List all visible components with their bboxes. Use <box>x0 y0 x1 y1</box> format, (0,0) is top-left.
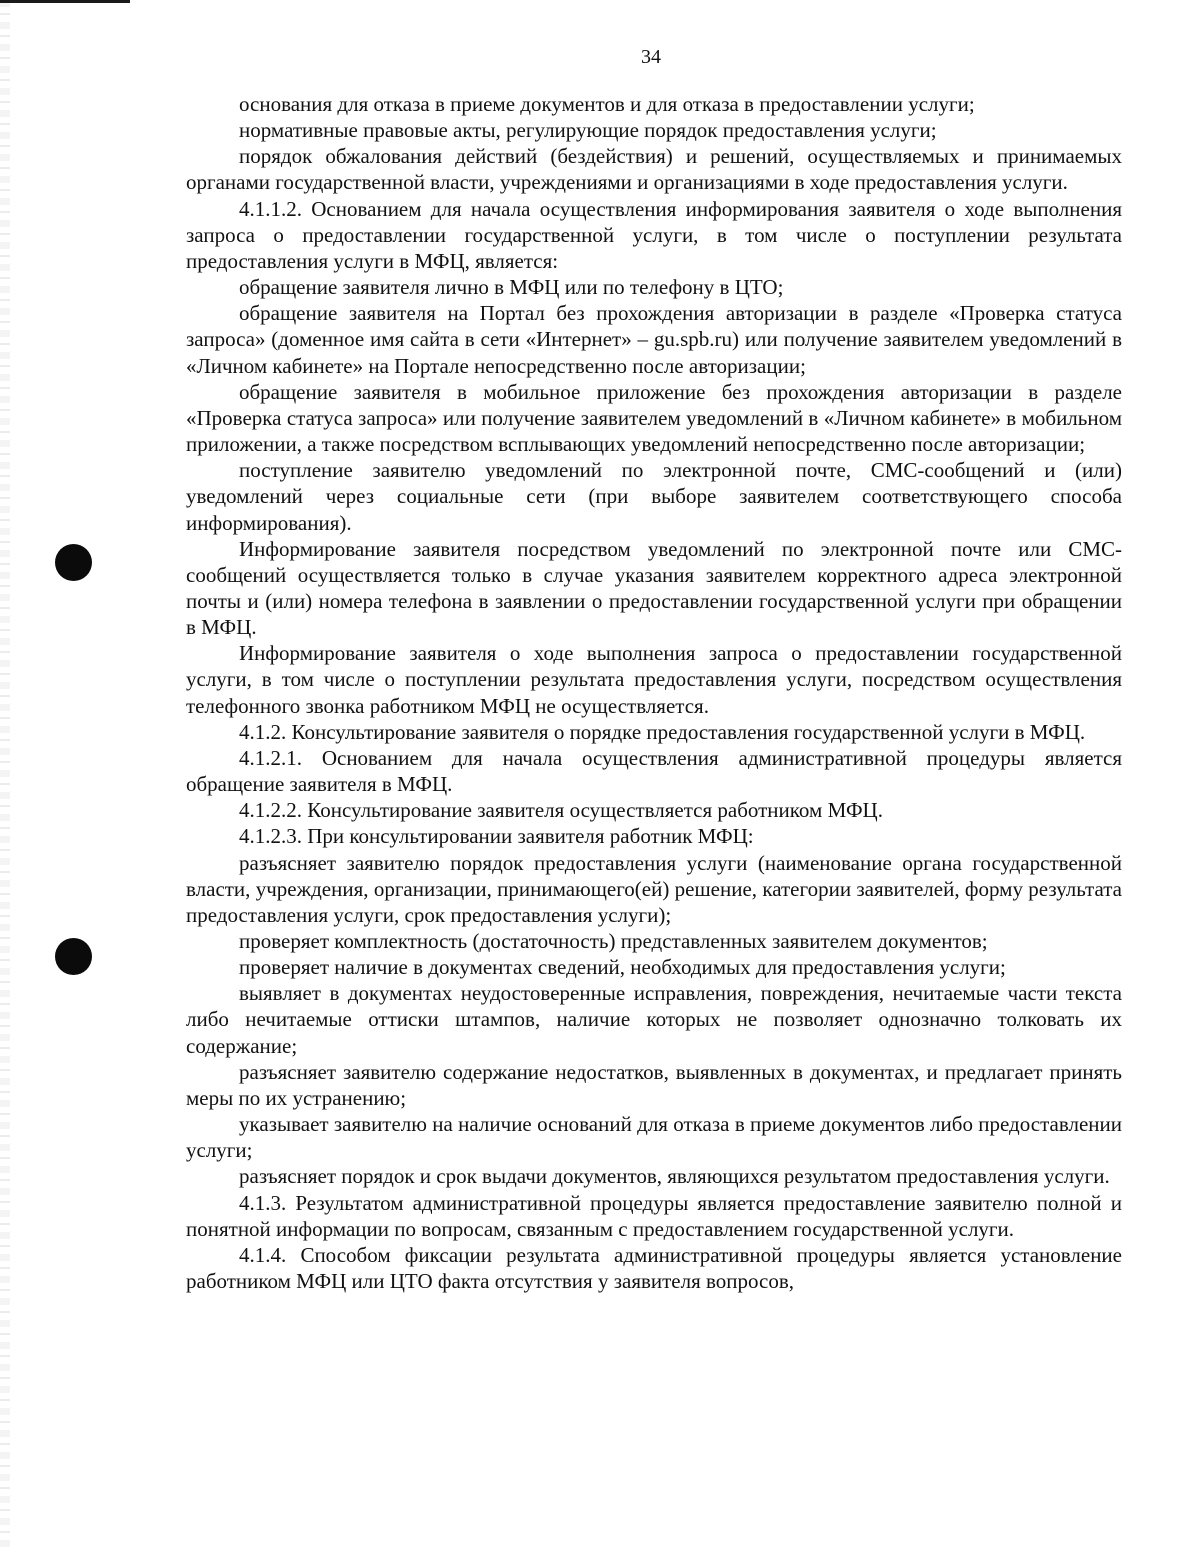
paragraph: проверяет наличие в документах сведений, необходимых для предоставления услуги; <box>239 955 1006 980</box>
page-number: 34 <box>641 46 661 68</box>
paragraph: разъясняет заявителю порядок предоставления услуги (наименование органа государственной власти, учреждения, организации, принимающего(ей) решение, категории заявителей, форму результата предоставления услуги, срок предоставления услуги); <box>186 850 1122 927</box>
paragraph: 4.1.2.2. Консультирование заявителя осуществляется работником МФЦ. <box>239 798 883 823</box>
paragraph: порядок обжалования действий (бездействия) и решений, осуществляемых и принимаемых органами государственной власти, учреждениями и организациями в ходе предоставления услуги. <box>186 144 1122 195</box>
paragraph: проверяет комплектность (достаточность) представленных заявителем документов; <box>239 929 988 953</box>
paragraph: обращение заявителя в мобильное приложение без прохождения авторизации в разделе «Проверка статуса запроса» или получение заявителем уведомлений в «Личном кабинете» в мобильном приложении, а также посредством всплывающих уведомлений непосредственно после авторизации; <box>186 379 1122 457</box>
paragraph: 4.1.1.2. Основанием для начала осуществления информирования заявителя о ходе выполнения запроса о предоставлении государственной услуги, в том числе о поступлении результата предоставления услуги в МФЦ, является: <box>186 196 1122 273</box>
paragraph: разъясняет заявителю содержание недостатков, выявленных в документах, и предлагает принять меры по их устранению; <box>186 1059 1122 1110</box>
paragraph: 4.1.2. Консультирование заявителя о порядке предоставления государственной услуги в МФЦ. <box>239 719 1086 744</box>
paragraph: обращение заявителя на Портал без прохождения авторизации в разделе «Проверка статуса запроса» (доменное имя сайта в сети «Интернет» – gu.spb.ru) или получение заявителем уведомлений в «Личном кабинете» на Портале непосредственно после авторизации; <box>186 301 1122 378</box>
paragraph: Информирование заявителя о ходе выполнения запроса о предоставлении государственной услуги, в том числе о поступлении результата предоставления услуги, посредством осуществления телефонного звонка работником МФЦ не осуществляется. <box>186 641 1122 718</box>
scan-edge <box>0 0 10 1553</box>
paragraph: нормативные правовые акты, регулирующие порядок предоставления услуги; <box>239 118 937 143</box>
paragraph: 4.1.3. Результатом административной процедуры является предоставление заявителю полной и понятной информации по вопросам, связанным с предоставлением государственной услуги. <box>186 1190 1122 1241</box>
punch-hole <box>55 938 92 975</box>
paragraph: обращение заявителя лично в МФЦ или по телефону в ЦТО; <box>239 275 784 300</box>
paragraph: 4.1.4. Способом фиксации результата административной процедуры является установление работником МФЦ или ЦТО факта отсутствия у заявителя вопросов, <box>186 1242 1122 1294</box>
paragraph: основания для отказа в приеме документов и для отказа в предоставлении услуги; <box>239 92 975 116</box>
punch-hole <box>55 544 92 581</box>
paragraph: поступление заявителю уведомлений по электронной почте, СМС-сообщений и (или) уведомлений через социальные сети (при выборе заявителем соответствующего способа информирования). <box>186 458 1122 535</box>
paragraph: разъясняет порядок и срок выдачи документов, являющихся результатом предоставления услуги. <box>239 1164 1110 1189</box>
top-rule <box>0 0 130 3</box>
paragraph: указывает заявителю на наличие оснований для отказа в приеме документов либо предоставлении услуги; <box>186 1112 1122 1163</box>
paragraph: 4.1.2.3. При консультировании заявителя работник МФЦ: <box>239 824 754 849</box>
paragraph: 4.1.2.1. Основанием для начала осуществления административной процедуры является обращение заявителя в МФЦ. <box>186 745 1122 797</box>
paragraph: выявляет в документах неудостоверенные исправления, повреждения, нечитаемые части текста либо нечитаемые оттиски штампов, наличие которых не позволяет однозначно толковать их содержание; <box>186 981 1122 1058</box>
paragraph: Информирование заявителя посредством уведомлений по электронной почте или СМС-сообщений осуществляется только в случае указания заявителем корректного адреса электронной почты и (или) номера телефона в заявлении о предоставлении государственной услуги при обращении в МФЦ. <box>186 536 1122 640</box>
document-body <box>186 91 1122 1294</box>
